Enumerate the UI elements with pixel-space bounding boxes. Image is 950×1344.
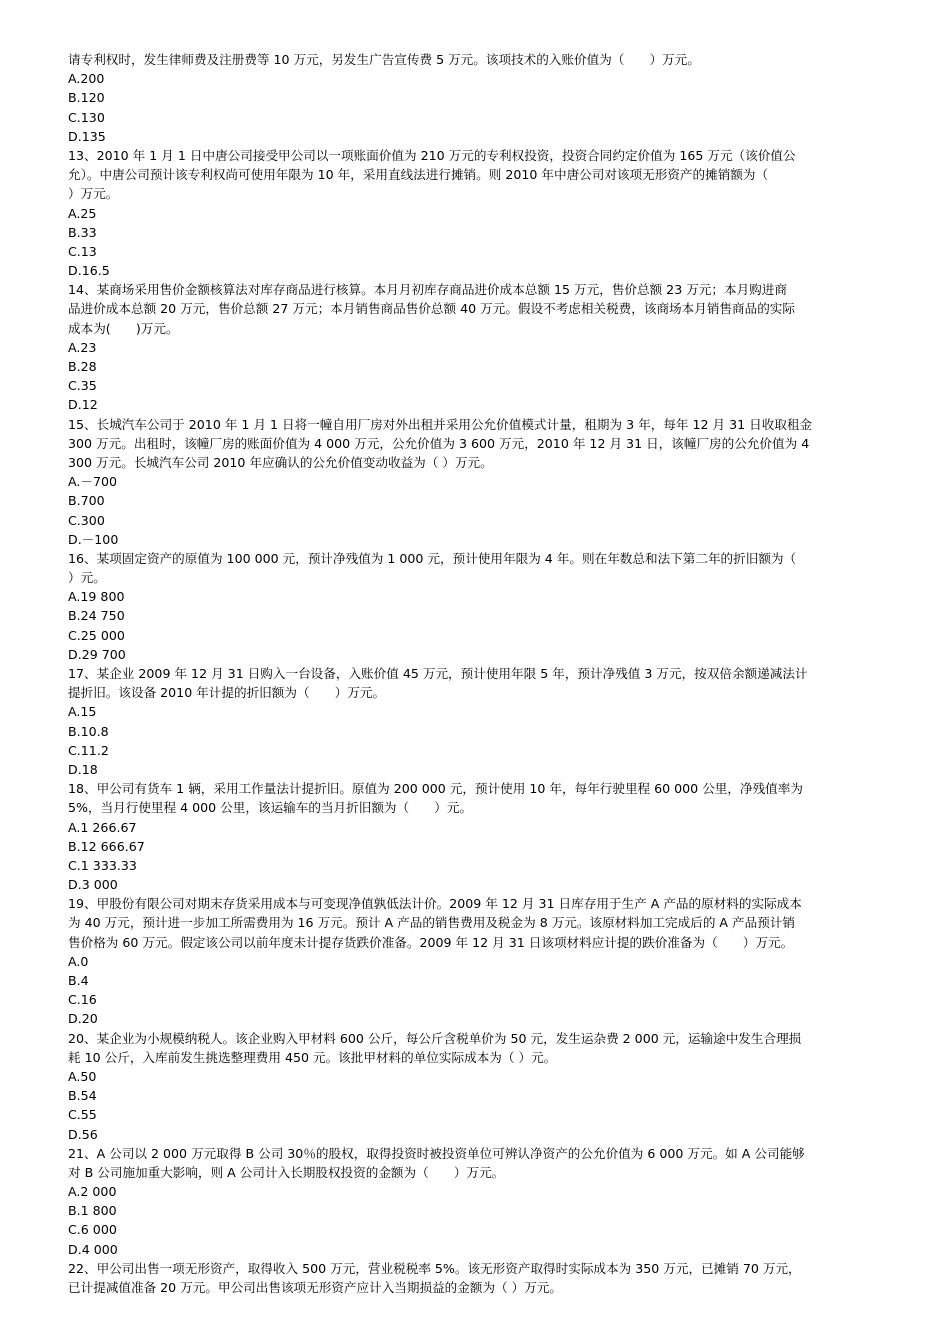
text-line: A.25 xyxy=(68,205,97,221)
text-line: A.－700 xyxy=(68,474,118,490)
text-line: 为 40 万元，预计进一步加工所需费用为 16 万元。预计 A 产品的销售费用及税金为 8 万元。该原材料加工完成后的 A 产品预计销 xyxy=(68,915,796,931)
text-line: 21、A 公司以 2 000 万元取得 B 公司 30％的股权，取得投资时被投资单位可辨认净资产的公允价值为 6 000 万元。如 A 公司能够 xyxy=(68,1145,805,1161)
text-line: A.2 000 xyxy=(68,1184,117,1200)
text-line: 提折旧。该设备 2010 年计提的折旧额为（ ）万元。 xyxy=(68,685,386,701)
text-line: B.120 xyxy=(68,90,105,106)
text-line: D.56 xyxy=(68,1126,98,1142)
text-line: 18、甲公司有货车 1 辆，采用工作量法计提折旧。原值为 200 000 元，预计使用 10 年，每年行驶里程 60 000 公里，净残值率为 xyxy=(68,781,803,797)
text-line: 耗 10 公斤，入库前发生挑选整理费用 450 元。该批甲材料的单位实际成本为（ ）元。 xyxy=(68,1049,557,1065)
text-line: 售价格为 60 万元。假定该公司以前年度未计提存货跌价准备。2009 年 12 月 31 日该项材料应计提的跌价准备为（ ）万元。 xyxy=(68,934,794,950)
text-line: A.200 xyxy=(68,71,105,87)
text-line: C.25 000 xyxy=(68,627,125,643)
text-line: B.24 750 xyxy=(68,608,125,624)
text-line: D.18 xyxy=(68,761,98,777)
text-line: C.55 xyxy=(68,1107,97,1123)
text-line: 20、某企业为小规模纳税人。该企业购入甲材料 600 公斤，每公斤含税单价为 50 元，发生运杂费 2 000 元，运输途中发生合理损 xyxy=(68,1030,802,1046)
text-line: C.300 xyxy=(68,512,105,528)
text-line: 成本为( )万元。 xyxy=(68,320,179,336)
text-line: B.54 xyxy=(68,1088,97,1104)
text-line: D.135 xyxy=(68,128,106,144)
text-line: A.50 xyxy=(68,1068,97,1084)
text-line: ）元。 xyxy=(68,570,106,586)
text-line: D.4 000 xyxy=(68,1241,118,1257)
text-line: A.0 xyxy=(68,953,89,969)
text-line: A.1 266.67 xyxy=(68,819,137,835)
text-line: C.130 xyxy=(68,109,105,125)
text-line: A.15 xyxy=(68,704,97,720)
text-line: 19、甲股份有限公司对期末存货采用成本与可变现净值孰低法计价。2009 年 12 月 31 日库存用于生产 A 产品的原材料的实际成本 xyxy=(68,896,802,912)
text-line: B.700 xyxy=(68,493,105,509)
text-line: 300 万元。出租时，该幢厂房的账面价值为 4 000 万元，公允价值为 3 600 万元，2010 年 12 月 31 日，该幢厂房的公允价值为 4 xyxy=(68,435,810,451)
text-line: B.10.8 xyxy=(68,723,109,739)
text-line: C.6 000 xyxy=(68,1222,117,1238)
text-line: D.3 000 xyxy=(68,877,118,893)
text-line: 已计提减值准备 20 万元。甲公司出售该项无形资产应计入当期损益的金额为（ ）万元。 xyxy=(68,1280,563,1295)
text-line: D.20 xyxy=(68,1011,98,1027)
text-line: 品进价成本总额 20 万元，售价总额 27 万元；本月销售商品售价总额 40 万元。假设不考虑相关税费，该商场本月销售商品的实际 xyxy=(68,301,795,317)
text-line: 对 B 公司施加重大影响，则 A 公司计入长期股权投资的金额为（ ）万元。 xyxy=(68,1164,505,1180)
text-line: 13、2010 年 1 月 1 日中唐公司接受甲公司以一项账面价值为 210 万元的专利权投资，投资合同约定价值为 165 万元（该价值公 xyxy=(68,147,796,163)
text-line: 请专利权时，发生律师费及注册费等 10 万元，另发生广告宣传费 5 万元。该项技术的入账价值为（ ）万元。 xyxy=(68,52,700,67)
text-line: 16、某项固定资产的原值为 100 000 元，预计净残值为 1 000 元，预计使用年限为 4 年。则在年数总和法下第二年的折旧额为（ xyxy=(68,550,797,566)
text-line: C.13 xyxy=(68,243,97,259)
text-line: 5%，当月行使里程 4 000 公里，该运输车的当月折旧额为（ ）元。 xyxy=(68,800,473,816)
text-line: D.12 xyxy=(68,397,98,413)
text-line: C.35 xyxy=(68,378,97,394)
text-line: C.11.2 xyxy=(68,742,109,758)
text-line: 300 万元。长城汽车公司 2010 年应确认的公允价值变动收益为（ ）万元。 xyxy=(68,454,493,470)
text-line: D.29 700 xyxy=(68,646,126,662)
text-line: B.1 800 xyxy=(68,1203,117,1219)
text-line: 15、长城汽车公司于 2010 年 1 月 1 日将一幢自用厂房对外出租并采用公允价值模式计量，租期为 3 年，每年 12 月 31 日收取租金 xyxy=(68,416,813,432)
text-line: 22、甲公司出售一项无形资产，取得收入 500 万元，营业税税率 5%。该无形资产取得时实际成本为 350 万元，已摊销 70 万元， xyxy=(68,1260,801,1276)
text-line: C.16 xyxy=(68,992,97,1008)
text-line: D.16.5 xyxy=(68,263,110,279)
text-line: 14、某商场采用售价金额核算法对库存商品进行核算。本月月初库存商品进价成本总额 15 万元，售价总额 23 万元；本月购进商 xyxy=(68,282,787,298)
text-line: D.－100 xyxy=(68,531,119,547)
text-line: B.4 xyxy=(68,973,89,988)
text-line: 17、某企业 2009 年 12 月 31 日购入一台设备，入账价值 45 万元，预计使用年限 5 年，预计净残值 3 万元，按双倍余额递减法计 xyxy=(68,666,808,681)
text-line: C.1 333.33 xyxy=(68,857,137,873)
document-page xyxy=(68,50,882,1297)
text-line: ）万元。 xyxy=(68,186,119,202)
text-line: B.12 666.67 xyxy=(68,838,145,854)
text-line: B.33 xyxy=(68,224,97,240)
text-line: A.23 xyxy=(68,339,97,355)
text-line: 允）。中唐公司预计该专利权尚可使用年限为 10 年，采用直线法进行摊销。则 2010 年中唐公司对该项无形资产的摊销额为（ xyxy=(68,167,769,183)
text-line: A.19 800 xyxy=(68,589,125,605)
text-line: B.28 xyxy=(68,359,97,374)
